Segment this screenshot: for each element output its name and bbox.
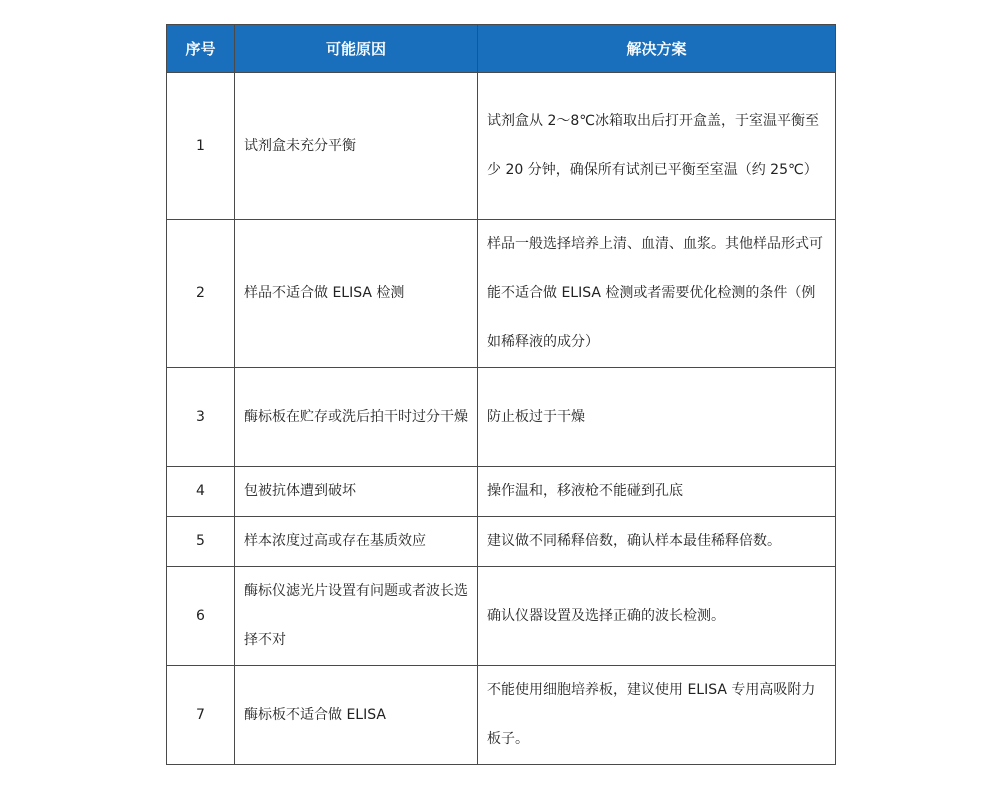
row-cause: 包被抗体遭到破坏: [235, 467, 478, 517]
row-solution: 操作温和，移液枪不能碰到孔底: [478, 467, 836, 517]
row-index: 4: [167, 467, 235, 517]
row-solution: 样品一般选择培养上清、血清、血浆。其他样品形式可能不适合做 ELISA 检测或者需要优化检测的条件（例如稀释液的成分）: [478, 220, 836, 368]
table-header-row: [167, 25, 836, 73]
table-row: [167, 567, 836, 666]
row-cause: 样本浓度过高或存在基质效应: [235, 517, 478, 567]
row-index: 2: [167, 220, 235, 368]
row-cause: 样品不适合做 ELISA 检测: [235, 220, 478, 368]
row-solution: 试剂盒从 2～8℃冰箱取出后打开盒盖，于室温平衡至少 20 分钟，确保所有试剂已平衡至室温（约 25℃）: [478, 73, 836, 220]
troubleshooting-table: [166, 24, 836, 765]
table-row: [167, 73, 836, 220]
row-index: 1: [167, 73, 235, 220]
table-row: [167, 220, 836, 368]
row-solution: 建议做不同稀释倍数，确认样本最佳稀释倍数。: [478, 517, 836, 567]
row-index: 5: [167, 517, 235, 567]
header-index: 序号: [167, 25, 235, 73]
row-cause: 试剂盒未充分平衡: [235, 73, 478, 220]
row-cause: 酶标板在贮存或洗后拍干时过分干燥: [235, 368, 478, 467]
row-cause: 酶标板不适合做 ELISA: [235, 666, 478, 765]
row-solution: 不能使用细胞培养板，建议使用 ELISA 专用高吸附力板子。: [478, 666, 836, 765]
header-solution: 解决方案: [478, 25, 836, 73]
row-cause: 酶标仪滤光片设置有问题或者波长选择不对: [235, 567, 478, 666]
table-row: [167, 666, 836, 765]
header-cause: 可能原因: [235, 25, 478, 73]
row-index: 6: [167, 567, 235, 666]
row-solution: 防止板过于干燥: [478, 368, 836, 467]
row-solution: 确认仪器设置及选择正确的波长检测。: [478, 567, 836, 666]
row-index: 3: [167, 368, 235, 467]
row-index: 7: [167, 666, 235, 765]
table-row: [167, 368, 836, 467]
table-row: [167, 467, 836, 517]
table-row: [167, 517, 836, 567]
